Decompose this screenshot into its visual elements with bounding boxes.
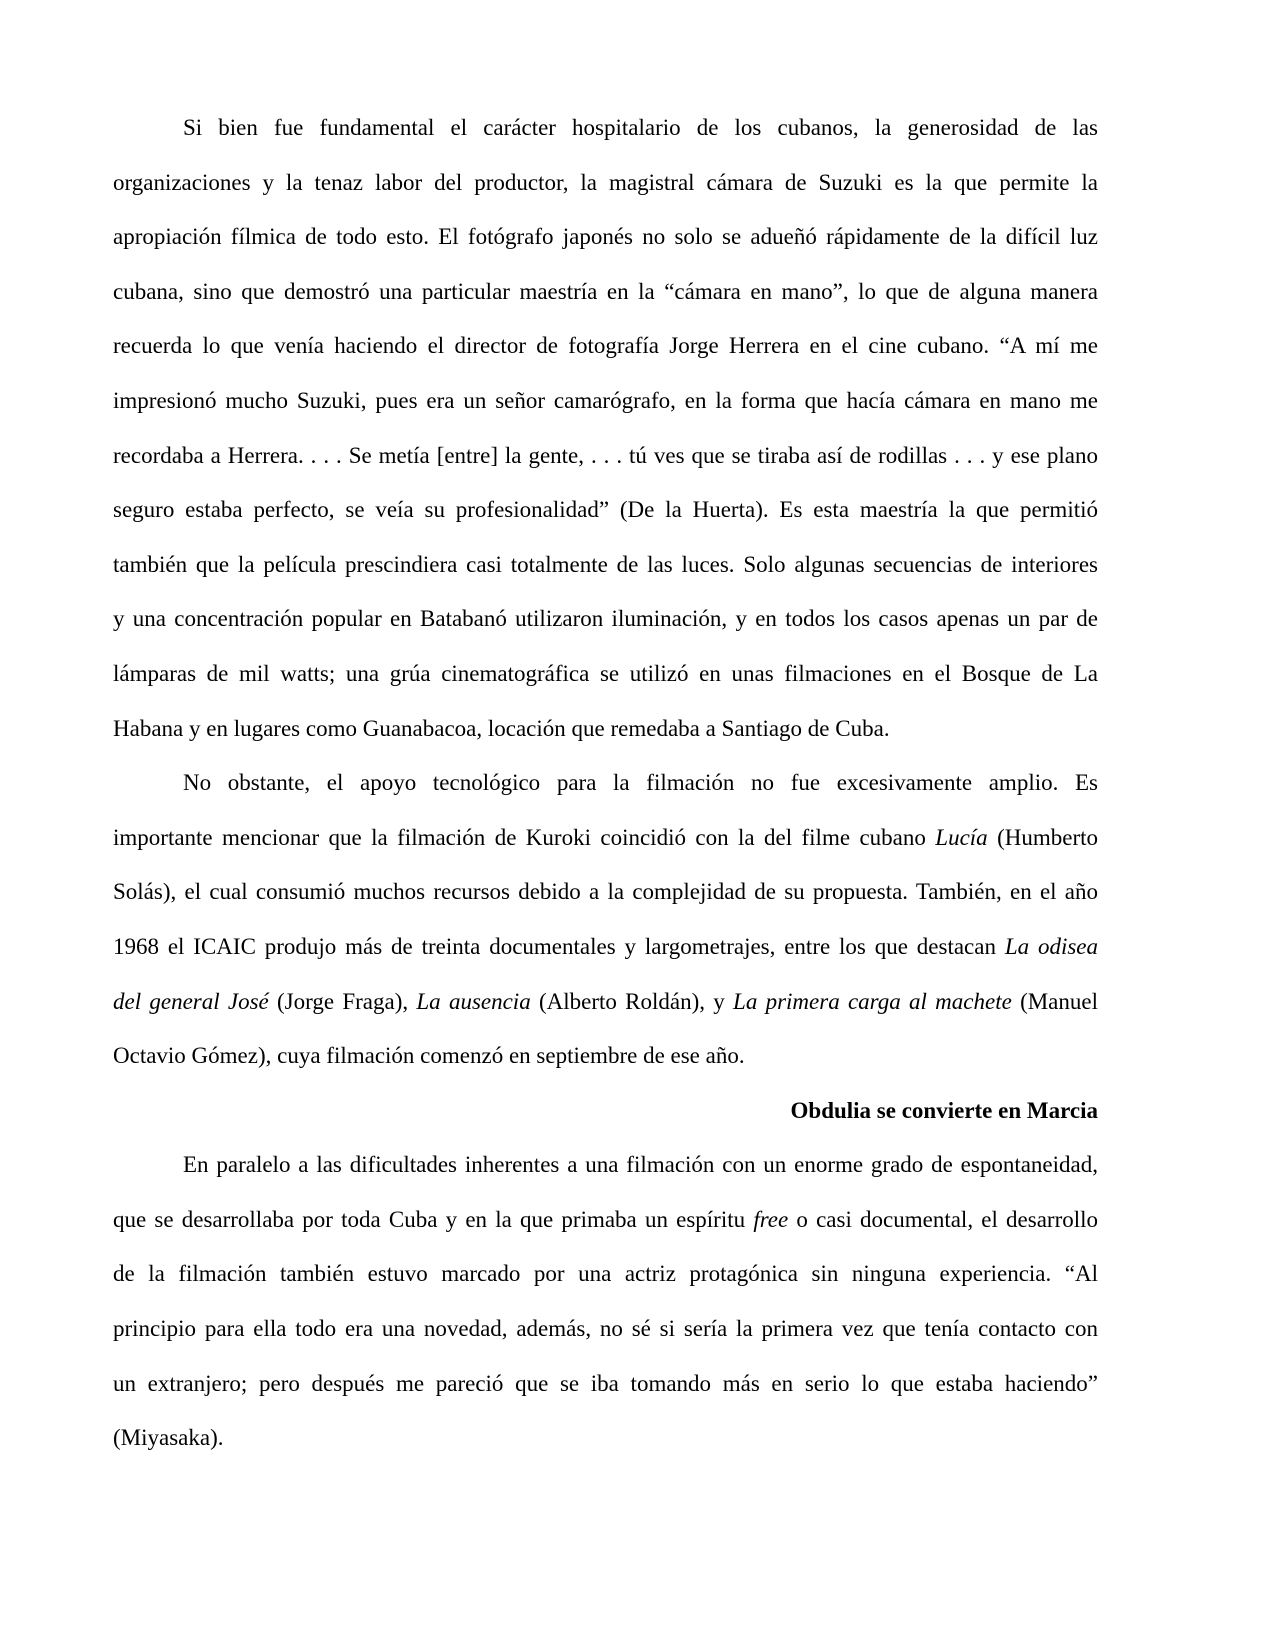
- text-line: [113, 429, 1098, 484]
- text-segment: recuerda lo que venía haciendo el director de fotografía Jorge Herrera en el cine cubano. “A mí me: [113, 333, 1098, 359]
- italic-title: La ausencia: [416, 988, 531, 1014]
- text-segment: organizaciones y la tenaz labor del productor, la magistral cámara de Suzuki es la que permite la: [113, 169, 1098, 195]
- text-segment: lámparas de mil watts; una grúa cinematográfica se utilizó en unas filmaciones en el Bosque de La: [113, 660, 1098, 686]
- text-line: [113, 920, 1098, 975]
- text-line: [113, 319, 1098, 374]
- text-line: [113, 592, 1098, 647]
- paragraph: [113, 101, 1098, 756]
- text-line: [113, 101, 1098, 156]
- text-line: [113, 1193, 1098, 1248]
- text-line: [113, 811, 1098, 866]
- text-segment: No obstante, el apoyo tecnológico para la filmación no fue excesivamente amplio. Es: [183, 770, 1098, 796]
- text-line: [113, 538, 1098, 593]
- text-line: [113, 156, 1098, 211]
- paragraph: [113, 756, 1098, 1084]
- text-line: [113, 1138, 1098, 1193]
- text-segment: (Miyasaka).: [113, 1425, 224, 1451]
- text-segment: (Manuel: [1011, 988, 1098, 1014]
- italic-title: del general José: [113, 988, 269, 1014]
- text-segment: (Jorge Fraga),: [268, 988, 417, 1014]
- text-segment: 1968 el ICAIC produjo más de treinta documentales y largometrajes, entre los que destacan: [113, 933, 1005, 959]
- document-page: [113, 101, 1098, 1466]
- text-segment: seguro estaba perfecto, se veía su profesionalidad” (De la Huerta). Es esta maestría la que permitió: [113, 497, 1098, 523]
- text-segment: apropiación fílmica de todo esto. El fotógrafo japonés no solo se adueñó rápidamente de la difícil luz: [113, 224, 1098, 250]
- text-segment: que se desarrollaba por toda Cuba y en la que primaba un espíritu: [113, 1206, 754, 1232]
- text-line: [113, 647, 1098, 702]
- text-segment: Solás), el cual consumió muchos recursos debido a la complejidad de su propuesta. También, en el año: [113, 879, 1098, 905]
- text-line: [113, 1357, 1098, 1412]
- italic-title: Lucía: [935, 824, 988, 850]
- text-line: [113, 756, 1098, 811]
- text-segment: o casi documental, el desarrollo: [788, 1206, 1099, 1232]
- text-segment: impresionó mucho Suzuki, pues era un señor camarógrafo, en la forma que hacía cámara en mano me: [113, 387, 1098, 413]
- text-line: [113, 374, 1098, 429]
- text-segment: un extranjero; pero después me pareció que se iba tomando más en serio lo que estaba haciendo”: [113, 1370, 1098, 1396]
- text-line: [113, 1411, 1098, 1466]
- paragraph: [113, 1138, 1098, 1466]
- text-line: [113, 975, 1098, 1030]
- italic-title: La odisea: [1004, 933, 1099, 959]
- text-segment: recordaba a Herrera. . . . Se metía [entre] la gente, . . . tú ves que se tiraba así de rodillas . . . y ese plano: [113, 442, 1098, 468]
- text-segment: Octavio Gómez), cuya filmación comenzó en septiembre de ese año.: [113, 1043, 745, 1069]
- text-segment: principio para ella todo era una novedad, además, no sé si sería la primera vez que tenía contacto con: [113, 1316, 1098, 1342]
- text-segment: cubana, sino que demostró una particular maestría en la “cámara en mano”, lo que de alguna manera: [113, 278, 1098, 304]
- text-line: [113, 865, 1098, 920]
- text-segment: de la filmación también estuvo marcado por una actriz protagónica sin ninguna experiencia. “Al: [113, 1261, 1098, 1287]
- text-segment: y una concentración popular en Batabanó utilizaron iluminación, y en todos los casos apenas un par de: [113, 606, 1098, 632]
- text-segment: Habana y en lugares como Guanabacoa, locación que remedaba a Santiago de Cuba.: [113, 715, 890, 741]
- text-line: [113, 483, 1098, 538]
- section-heading: Obdulia se convierte en Marcia: [790, 1097, 1098, 1123]
- text-line: [113, 1302, 1098, 1357]
- text-line: [113, 1247, 1098, 1302]
- text-line: [113, 702, 1098, 757]
- italic-title: free: [753, 1206, 789, 1232]
- text-segment: En paralelo a las dificultades inherentes a una filmación con un enorme grado de espontaneidad,: [183, 1152, 1098, 1178]
- text-segment: importante mencionar que la filmación de Kuroki coincidió con la del filme cubano: [113, 824, 936, 850]
- text-segment: también que la película prescindiera casi totalmente de las luces. Solo algunas secuencias de interiores: [113, 551, 1098, 577]
- text-segment: (Humberto: [987, 824, 1098, 850]
- text-segment: Si bien fue fundamental el carácter hospitalario de los cubanos, la generosidad de las: [183, 115, 1098, 140]
- italic-title: La primera carga al machete: [733, 988, 1012, 1014]
- text-line: [113, 265, 1098, 320]
- text-segment: (Alberto Roldán), y: [530, 988, 734, 1014]
- text-line: [113, 210, 1098, 265]
- text-line: [113, 1029, 1098, 1084]
